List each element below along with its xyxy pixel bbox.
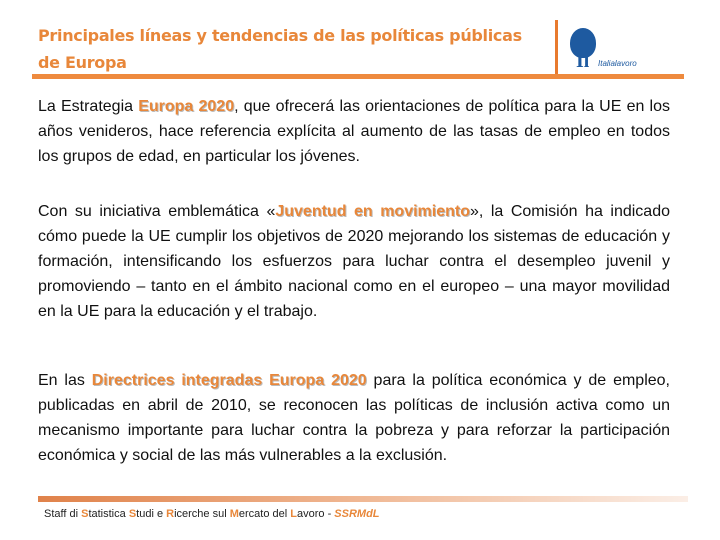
highlight-juventud: Juventud en movimiento <box>275 203 470 220</box>
italialavoro-logo: Il Italialavoro <box>568 28 668 72</box>
paragraph-3: En las Directrices integradas Europa 2020 para la política económica y de empleo, publicadas en abril de 2010, se reconocen las políticas de inclusión activa como un mecanismo importante para luchar contra la pobreza y para reforzar la participación económica y social de las más vulnerables a la exclusión. <box>38 372 670 464</box>
footer-text: Staff di Statistica Studi e Ricerche sul Mercato del Lavoro - SSRMdL <box>44 508 380 520</box>
paragraph-2: Con su iniciativa emblemática «Juventud en movimiento», la Comisión ha indicado cómo puede la UE cumplir los objetivos de 2020 mejorando los sistemas de educación y formación, intensificando los esfuerzos para luchar contra el desempleo juvenil y promoviendo – tanto en el ámbito nacional como en el europeo – una mayor movilidad en la UE para la educación y el trabajo. <box>38 203 670 320</box>
header-divider <box>555 20 558 76</box>
slide-title: Principales líneas y tendencias de las políticas públicas de Europa <box>38 26 522 72</box>
footer-band <box>38 496 688 502</box>
header-underline <box>32 74 684 79</box>
paragraph-1: La Estrategia Europa 2020, que ofrecerá las orientaciones de política para la UE en los años venideros, hace referencia explícita al aumento de las tasas de empleo en todos los grupos de edad, en particular los jóvenes. <box>38 98 671 165</box>
highlight-europa-2020: Europa 2020 <box>138 98 235 115</box>
highlight-directrices: Directrices integradas Europa 2020 <box>91 372 367 389</box>
